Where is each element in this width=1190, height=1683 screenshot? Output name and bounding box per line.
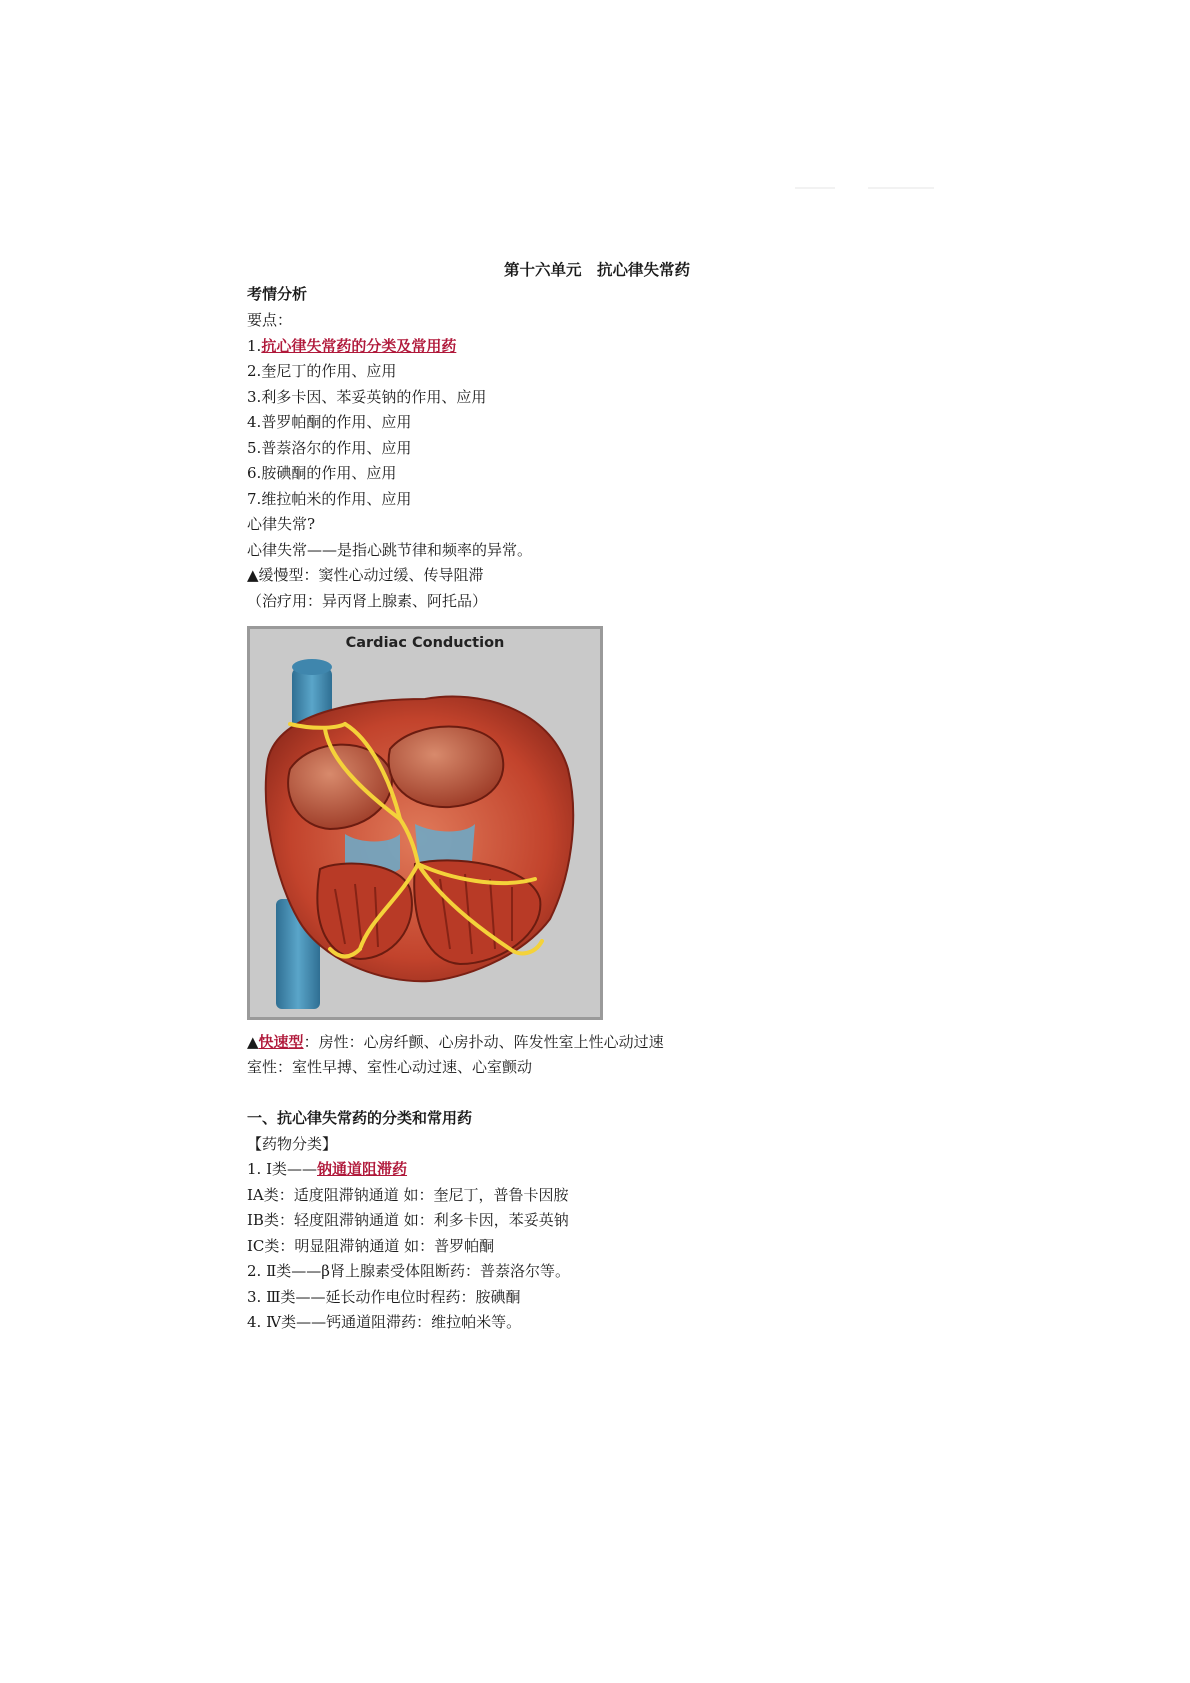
slow-treatment-line: （治疗用：异丙肾上腺素、阿托品） [247, 592, 488, 610]
drug-class-item: 3. Ⅲ类——延长动作电位时程药：胺碘酮 [247, 1288, 521, 1306]
key-point-number: 3. [247, 388, 262, 406]
fast-type-line [247, 1032, 664, 1052]
heart-conduction-diagram-icon [250, 629, 600, 1017]
sodium-channel-link[interactable]: 钠通道阻滞药 [317, 1160, 408, 1178]
figure-title: Cardiac Conduction [345, 635, 505, 651]
ventricular-line: 室性：室性早搏、室性心动过速、心室颤动 [247, 1058, 533, 1076]
key-point-number: 6. [247, 464, 262, 482]
key-point-item [247, 387, 486, 407]
drug-class-label: 【药物分类】 [247, 1135, 338, 1153]
key-point-number: 2. [247, 362, 262, 380]
key-point-item [247, 463, 396, 483]
class-one-prefix: 1. Ⅰ类—— [247, 1160, 318, 1178]
unit-title: 第十六单元 抗心律失常药 [503, 261, 690, 279]
section-one-heading: 一、抗心律失常药的分类和常用药 [247, 1109, 473, 1127]
fast-type-link[interactable]: 快速型 [258, 1033, 304, 1051]
class-one-sub-item: ⅠB类：轻度阻滞钠通道 如：利多卡因，苯妥英钠 [247, 1211, 569, 1229]
key-point-text: 维拉帕米的作用、应用 [261, 490, 412, 508]
key-point-text: 奎尼丁的作用、应用 [261, 362, 397, 380]
key-point-number: 4. [247, 413, 262, 431]
arrhythmia-definition: 心律失常——是指心跳节律和频率的异常。 [247, 541, 533, 559]
drug-class-item: 4. Ⅳ类——钙通道阻滞药：维拉帕米等。 [247, 1313, 522, 1331]
key-point-item [247, 336, 456, 356]
class-one-sub-item: ⅠC类：明显阻滞钠通道 如：普罗帕酮 [247, 1237, 495, 1255]
exam-analysis-heading: 考情分析 [247, 285, 308, 303]
class-one-line [247, 1159, 407, 1179]
class-one-sub-item: ⅠA类：适度阻滞钠通道 如：奎尼丁，普鲁卡因胺 [247, 1186, 569, 1204]
key-point-item [247, 361, 396, 381]
drug-class-item: 2. Ⅱ类——β肾上腺素受体阻断药：普萘洛尔等。 [247, 1262, 570, 1280]
key-point-text: 普罗帕酮的作用、应用 [261, 413, 412, 431]
faint-header-mark [868, 187, 934, 189]
key-point-text: 胺碘酮的作用、应用 [261, 464, 397, 482]
key-points-label: 要点： [247, 311, 293, 329]
key-point-text: 利多卡因、苯妥英钠的作用、应用 [261, 388, 487, 406]
fast-type-text: ：房性：心房纤颤、心房扑动、阵发性室上性心动过速 [303, 1033, 664, 1051]
faint-header-mark [795, 187, 835, 189]
cardiac-conduction-figure [247, 626, 603, 1020]
key-point-number: 1. [247, 337, 262, 355]
arrhythmia-question: 心律失常? [247, 515, 316, 533]
key-point-item [247, 489, 411, 509]
slow-type-line: ▲缓慢型：窦性心动过缓、传导阻滞 [247, 566, 484, 584]
fast-type-prefix: ▲ [247, 1033, 259, 1051]
key-point-item [247, 412, 411, 432]
key-point-link[interactable]: 抗心律失常药的分类及常用药 [261, 337, 457, 355]
key-point-number: 7. [247, 490, 262, 508]
key-point-text: 普萘洛尔的作用、应用 [261, 439, 412, 457]
key-point-item [247, 438, 411, 458]
key-point-number: 5. [247, 439, 262, 457]
